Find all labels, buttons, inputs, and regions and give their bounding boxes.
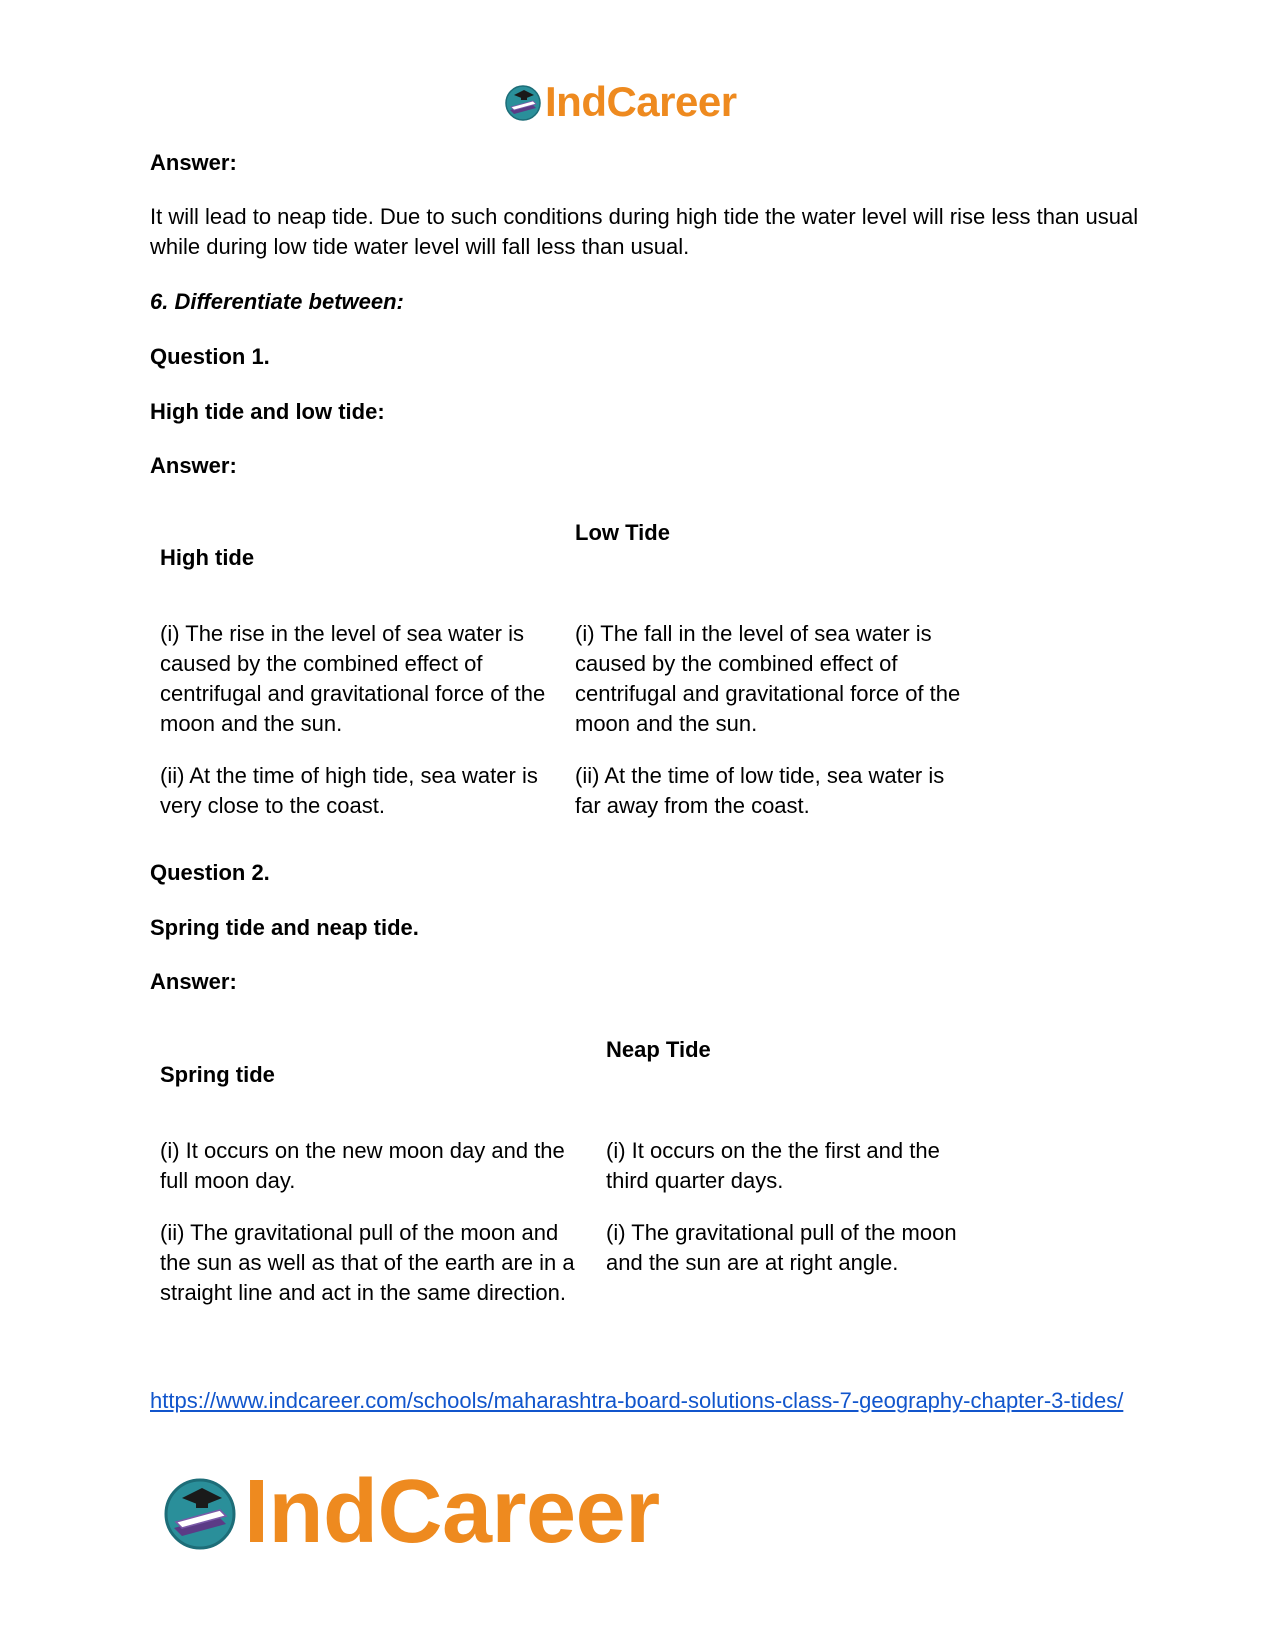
question-2-answer-label: Answer:	[150, 969, 237, 994]
header-logo	[503, 80, 737, 124]
table-cell-text: (i) It occurs on the the first and the third quarter days.	[606, 1138, 940, 1193]
question-1-title: High tide and low tide:	[150, 399, 385, 424]
answer-label: Answer:	[150, 150, 237, 175]
table-cell	[606, 1218, 966, 1298]
brand-name: IndCareer	[545, 78, 737, 125]
table-cell	[160, 1136, 590, 1216]
table-cell	[160, 1218, 590, 1328]
answer-paragraph: It will lead to neap tide. Due to such conditions during high tide the water level will rise less than usual while during low tide water level will fall less than usual.	[150, 204, 1139, 259]
section-heading: 6. Differentiate between:	[150, 289, 404, 314]
table-cell-text: (i) It occurs on the new moon day and the full moon day.	[160, 1138, 565, 1193]
table-cell	[575, 619, 975, 759]
globe-book-icon	[503, 82, 543, 122]
table-cell	[160, 619, 560, 759]
question-2-title: Spring tide and neap tide.	[150, 915, 419, 940]
table-cell-text: (ii) At the time of high tide, sea water is very close to the coast.	[160, 763, 538, 818]
globe-book-icon	[160, 1472, 240, 1552]
brand-name: IndCareer	[244, 1462, 660, 1562]
source-link[interactable]: https://www.indcareer.com/schools/maharashtra-board-solutions-class-7-geography-chapter-3-tides/	[150, 1388, 1124, 1413]
table-cell-text: (ii) At the time of low tide, sea water is far away from the coast.	[575, 763, 945, 818]
question-1-label: Question 1.	[150, 344, 270, 369]
table-cell	[575, 761, 975, 841]
footer-logo	[160, 1462, 660, 1562]
table-cell-text: (ii) The gravitational pull of the moon and the sun as well as that of the earth are in a straight line and act in the same direction.	[160, 1220, 575, 1305]
table-header-spring-tide: Spring tide	[160, 1062, 275, 1087]
table-header-neap-tide: Neap Tide	[606, 1037, 711, 1062]
table-cell-text: (i) The gravitational pull of the moon and the sun are at right angle.	[606, 1220, 957, 1275]
table-header-high-tide: High tide	[160, 545, 255, 570]
question-1-answer-label: Answer:	[150, 453, 237, 478]
table-cell-text: (i) The rise in the level of sea water is caused by the combined effect of centrifugal and gravitational force of the moon and the sun.	[160, 621, 546, 736]
table-header-low-tide: Low Tide	[575, 520, 670, 545]
question-2-label: Question 2.	[150, 860, 270, 885]
table-cell-text: (i) The fall in the level of sea water is caused by the combined effect of centrifugal and gravitational force of the moon and the sun.	[575, 621, 961, 736]
table-cell	[606, 1136, 966, 1216]
table-cell	[160, 761, 560, 841]
